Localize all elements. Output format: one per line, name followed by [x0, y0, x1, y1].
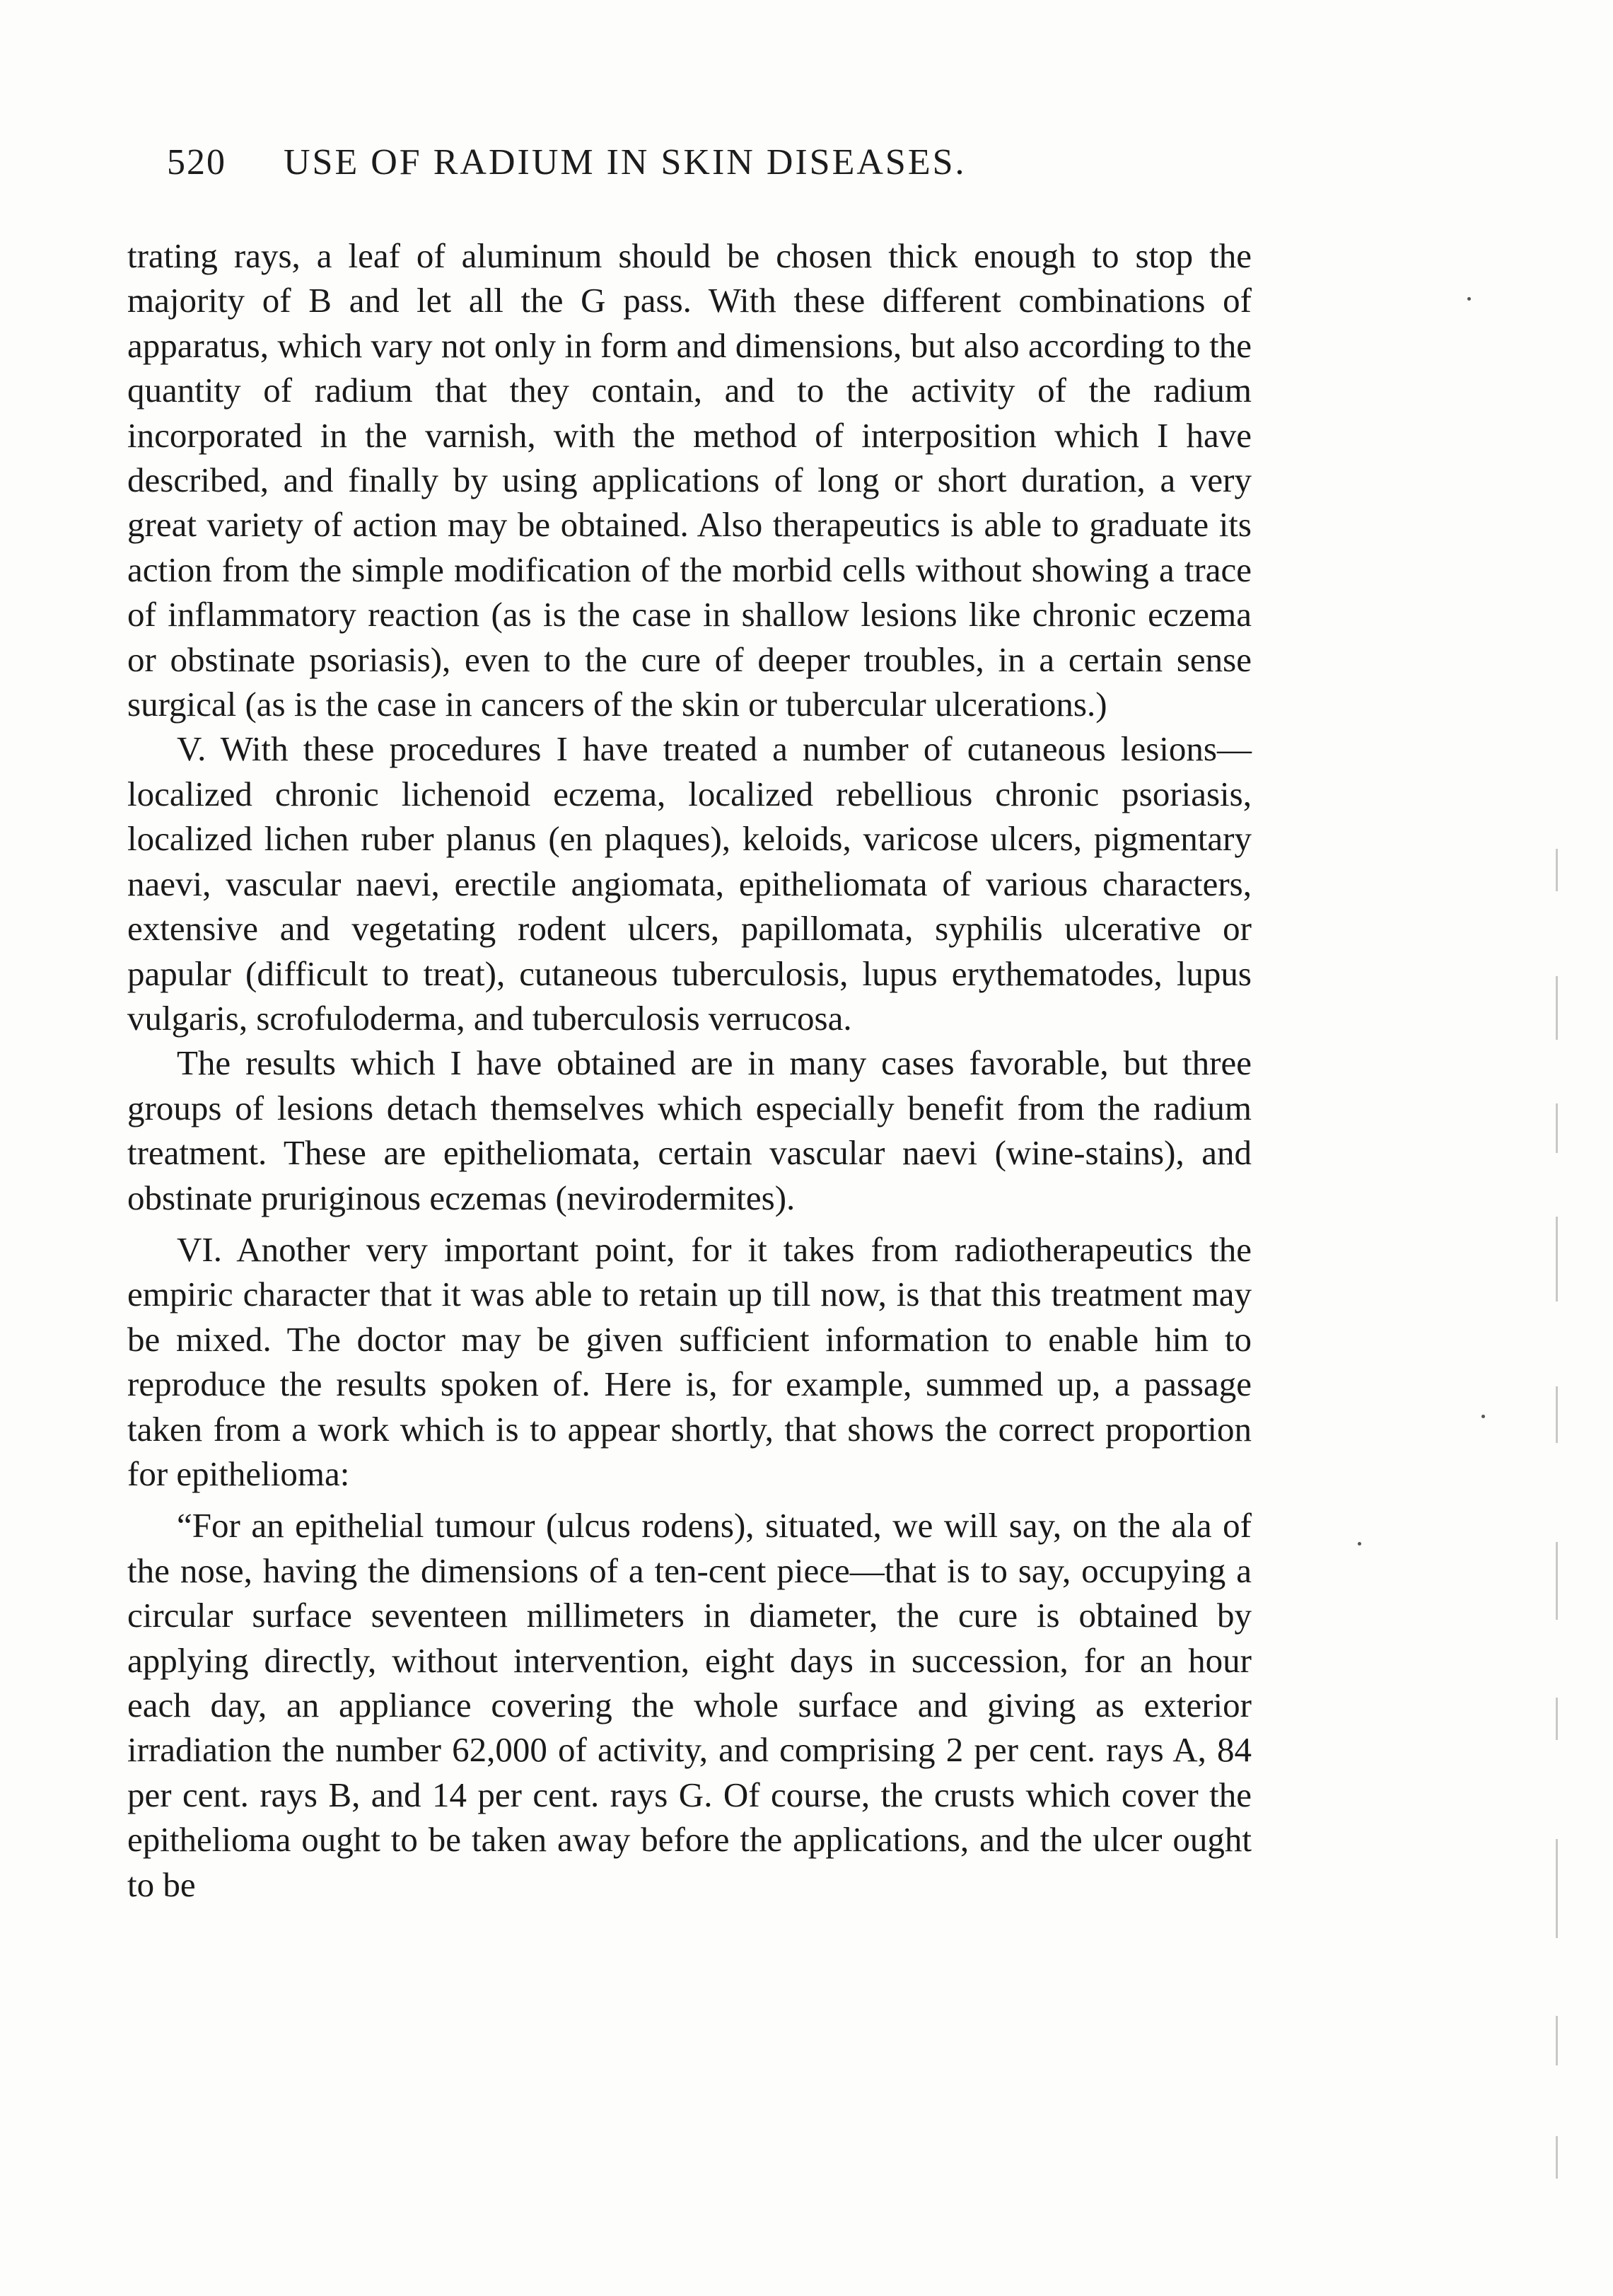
page-header	[167, 141, 1242, 198]
page-number: 520	[167, 142, 226, 182]
running-title: USE OF RADIUM IN SKIN DISEASES.	[284, 142, 967, 182]
body-text	[127, 233, 1252, 1907]
paragraph-section-vi: VI. Another very important point, for it takes from radiotherapeutics the empiric character that it was able to retain up till now, is that this treatment may be mixed. The doctor may be given sufficient information to enable him to reproduce the results spoken of. Here is, for example, summed up, a passage taken from a work which is to appear shortly, that shows the correct proportion for epithelioma:	[127, 1229, 1252, 1493]
scan-speck	[1358, 1542, 1361, 1546]
scan-speck	[1467, 297, 1471, 301]
paragraph-section-v: V. With these procedures I have treated a number of cutaneous lesions—localized chronic lichenoid eczema, localized rebellious chronic psoriasis, localized lichen ruber planus (en plaques), keloids, varicose ulcers, pigmentary naevi, vascular naevi, erectile angiomata, epitheliomata of various characters, extensive and vegetating rodent ulcers, papillomata, syphilis ulcerative or papular (difficult to treat), cutaneous tuberculosis, lupus erythematodes, lupus vulgaris, scrofuloderma, and tuberculosis verrucosa.	[127, 729, 1252, 1038]
paragraph-quotation: “For an epithelial tumour (ulcus rodens), situated, we will say, on the ala of the nose, having the dimensions of a ten-cent piece—that is to say, occupying a circular surface seventeen millimeters in diameter, the cure is obtained by applying directly, without intervention, eight days in succession, for an hour each day, an appliance covering the whole surface and giving as exterior irradiation the number 62,000 of activity, and comprising 2 per cent. rays A, 84 per cent. rays B, and 14 per cent. rays G. Of course, the crusts which cover the epithelioma ought to be taken away before the applications, and the ulcer ought to be	[127, 1506, 1252, 1904]
scan-margin-marks	[1556, 849, 1584, 2193]
scan-speck	[1481, 1415, 1485, 1418]
paragraph-results: The results which I have obtained are in many cases favorable, but three groups of lesions detach themselves which especially benefit from the radium treatment. These are epitheliomata, certain vascular naevi (wine-stains), and obstinate pruriginous eczemas (nevirodermites).	[127, 1043, 1252, 1217]
paragraph-continuation: trating rays, a leaf of aluminum should be chosen thick enough to stop the majority of B and let all the G pass. With these different combinations of apparatus, which vary not only in form and dimensions, but also according to the quantity of radium that they contain, and to the activity of the radium incorporated in the varnish, with the method of interposition which I have described, and finally by using applications of long or short duration, a very great variety of action may be obtained. Also therapeutics is able to graduate its action from the simple modification of the morbid cells without showing a trace of inflammatory reaction (as is the case in shallow lesions like chronic eczema or obstinate psoriasis), even to the cure of deeper troubles, in a certain sense surgical (as is the case in cancers of the skin or tubercular ulcerations.)	[127, 236, 1252, 724]
